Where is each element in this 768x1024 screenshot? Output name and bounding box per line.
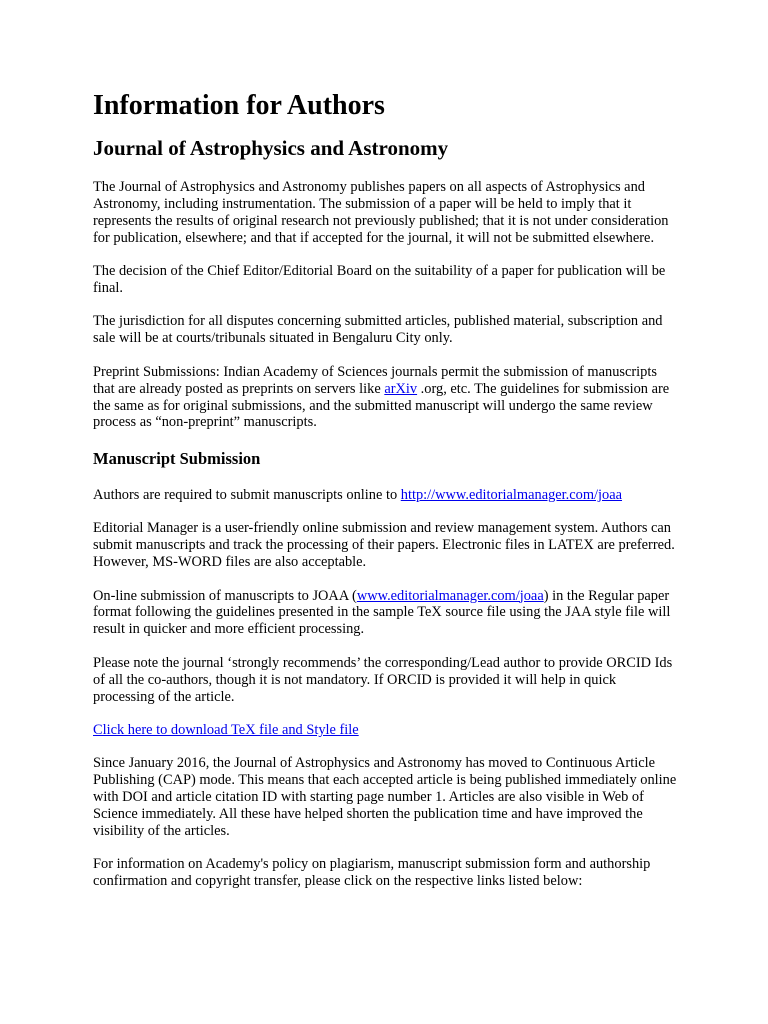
intro-paragraph: The Journal of Astrophysics and Astronomy publishes papers on all aspects of Astrophysics and Astronomy, including instrumentation. The submission of a paper will be held to imply that it represents the results of original research not previously published; that it is not under consideration for publication, elsewhere; and that if accepted for the journal, it will not be submitted elsewhere.	[93, 179, 669, 246]
cap-paragraph: Since January 2016, the Journal of Astrophysics and Astronomy has moved to Continuous Article Publishing (CAP) mode. This means that each accepted article is being published immediately online with DOI and article citation ID with starting page number 1. Articles are also visible in Web of Science immediately. All these have helped shorten the publication time and have improved the visibility of the articles.	[93, 755, 677, 839]
download-paragraph	[93, 722, 678, 739]
preprint-text-before: Preprint Submissions: Indian Academy of Sciences journals permit the submission of manuscripts that are already posted as preprints on servers like	[93, 363, 657, 397]
editorial-manager-paragraph: Editorial Manager is a user-friendly online submission and review management system. Authors can submit manuscripts and track the processing of their papers. Electronic files in LATEX are preferred. However, MS-WORD files are also acceptable.	[93, 520, 675, 571]
editorial-manager-url-link[interactable]: http://www.editorialmanager.com/joaa	[400, 486, 623, 503]
online-submission-text-after: ) in the Regular paper format following the guidelines presented in the sample TeX source file using the JAA style file will result in quicker and more efficient processing.	[93, 587, 671, 638]
preprint-text-after: .org, etc. The guidelines for submission are the same as for original submissions, and the submitted manuscript will undergo the same review process as “non-preprint” manuscripts.	[93, 380, 670, 431]
arxiv-link[interactable]: arXiv	[384, 380, 418, 397]
manuscript-submission-heading: Manuscript Submission	[93, 448, 261, 468]
submit-online-paragraph	[93, 487, 678, 504]
journal-heading: Journal of Astrophysics and Astronomy	[93, 136, 449, 160]
page-title: Information for Authors	[93, 90, 385, 121]
editorial-manager-link[interactable]: www.editorialmanager.com/joaa	[356, 587, 544, 604]
submit-online-text: Authors are required to submit manuscripts online to	[93, 486, 401, 503]
orcid-paragraph: Please note the journal ‘strongly recommends’ the corresponding/Lead author to provide ORCID Ids of all the co-authors, though it is not mandatory. If ORCID is provided it will help in quick processing of the article.	[93, 654, 673, 705]
decision-paragraph: The decision of the Chief Editor/Editorial Board on the suitability of a paper for publication will be final.	[93, 263, 666, 297]
policy-paragraph: For information on Academy's policy on plagiarism, manuscript submission form and authorship confirmation and copyright transfer, please click on the respective links listed below:	[93, 856, 651, 890]
download-tex-style-link[interactable]: Click here to download TeX file and Style file	[93, 721, 359, 738]
online-submission-text-before: On-line submission of manuscripts to JOAA (	[93, 587, 357, 604]
jurisdiction-paragraph: The jurisdiction for all disputes concerning submitted articles, published material, subscription and sale will be at courts/tribunals situated in Bengaluru City only.	[93, 313, 663, 347]
online-submission-paragraph	[93, 588, 678, 639]
preprint-paragraph	[93, 364, 678, 432]
